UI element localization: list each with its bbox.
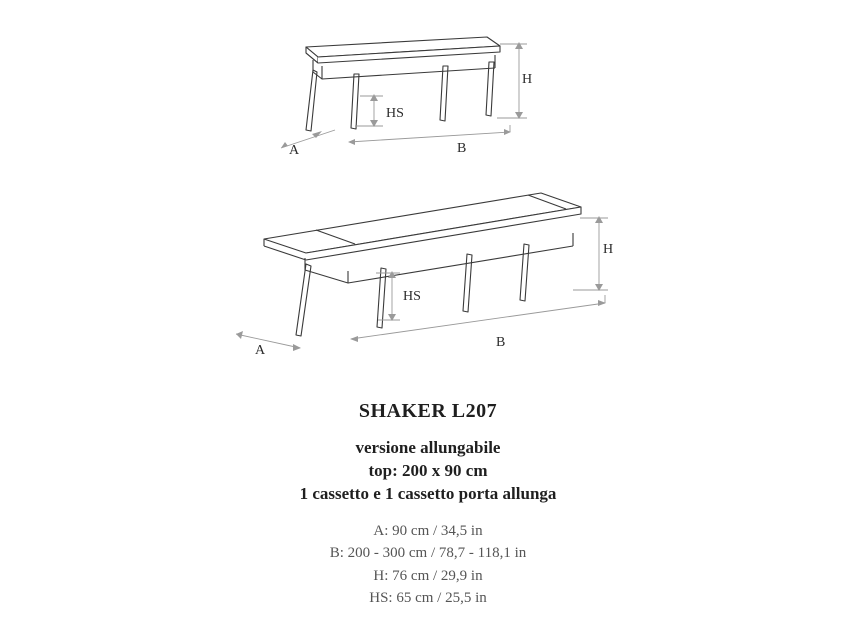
dimension-line-a-extended — [236, 334, 300, 348]
label-h-extended: H — [603, 242, 614, 257]
label-hs-closed: HS — [386, 106, 404, 121]
label-hs-extended: HS — [403, 289, 421, 304]
dimension-a: A: 90 cm / 34,5 in — [373, 522, 483, 539]
label-h-closed: H — [522, 72, 533, 87]
product-subtitle-line-3: 1 cassetto e 1 cassetto porta allunga — [299, 483, 557, 503]
product-title: SHAKER L207 — [358, 400, 498, 422]
dimension-h: H: 76 cm / 29,9 in — [373, 567, 483, 584]
label-a-extended: A — [255, 343, 266, 358]
specification-block — [0, 400, 856, 610]
dimension-line-b-extended — [351, 303, 605, 339]
dimension-b: B: 200 - 300 cm / 78,7 - 118,1 in — [329, 545, 527, 562]
label-b-extended: B — [496, 335, 506, 350]
dimension-line-b-closed — [349, 132, 510, 142]
dimension-hs: HS: 65 cm / 25,5 in — [369, 590, 487, 607]
product-subtitle-line-1: versione allungabile — [355, 438, 501, 457]
extended-table-view — [264, 193, 581, 336]
closed-table-top — [306, 37, 500, 63]
dimension-list — [0, 520, 856, 610]
extended-table-top — [264, 193, 581, 260]
product-subtitle-line-2: top: 200 x 90 cm — [368, 460, 488, 480]
label-b-closed: B — [457, 141, 467, 156]
label-a-closed: A — [289, 143, 300, 158]
